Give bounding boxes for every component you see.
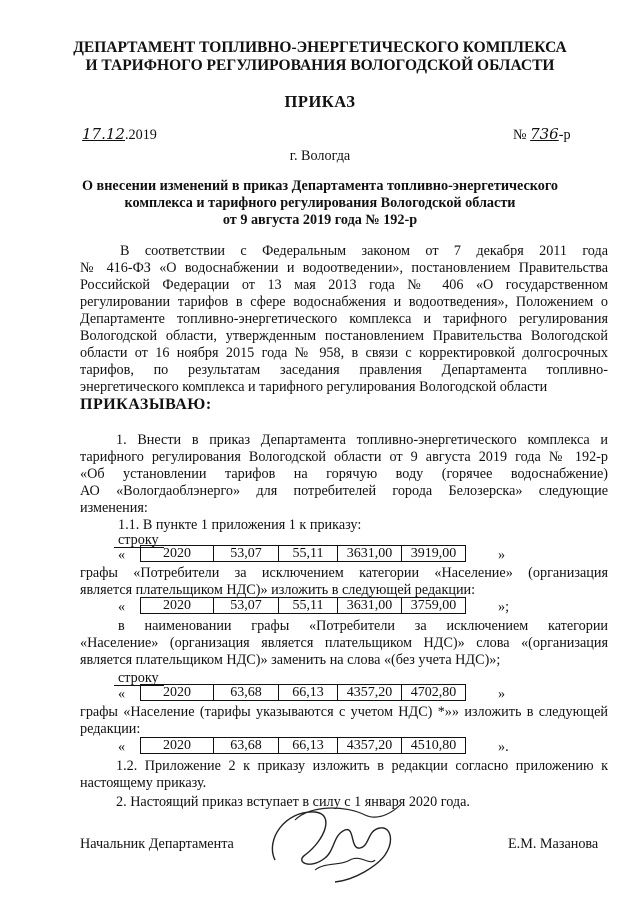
quote-close: » xyxy=(498,547,506,563)
number-suffix: -р xyxy=(558,127,571,143)
cell-value: 63,68 xyxy=(214,738,279,754)
org-name-line2: И ТАРИФНОГО РЕГУЛИРОВАНИЯ ВОЛОГОДСКОЙ ОБЛАСТИ xyxy=(85,57,555,74)
tariff-row-3 xyxy=(140,684,466,701)
cell-value: 4357,20 xyxy=(338,685,402,701)
preamble-line: Департаменте топливно-энергетического комплекса и тарифного регулирования xyxy=(80,311,608,327)
cell-value: 63,68 xyxy=(214,685,279,701)
cell-year: 2020 xyxy=(141,685,214,701)
item1-line: АО «Вологдаоблэнерго» для потребителей города Белозерска» следующие xyxy=(80,483,608,499)
grafy1-line: графы «Потребители за исключением категории «Население» (организация xyxy=(80,565,608,581)
doc-number xyxy=(513,125,571,144)
cell-value: 3759,00 xyxy=(402,598,466,614)
tariff-row-1 xyxy=(140,545,466,562)
quote-open: « xyxy=(118,739,126,755)
quote-open: « xyxy=(118,547,126,563)
preamble-line: энергетического комплекса и тарифного регулирования Вологодской области xyxy=(80,379,548,395)
preamble-line: Вологодской области, утвержденным постановлением Правительства Вологодской xyxy=(80,328,608,344)
signature-position: Начальник Департамента xyxy=(80,836,234,852)
subject-line: комплекса и тарифного регулирования Вологодской области xyxy=(124,195,516,211)
tariff-row-4 xyxy=(140,737,466,754)
item1-1-heading: 1.1. В пункте 1 приложения 1 к приказу: xyxy=(118,517,362,533)
cell-year: 2020 xyxy=(141,738,214,754)
cell-value: 4702,80 xyxy=(402,685,466,701)
cell-value: 4510,80 xyxy=(402,738,466,754)
cell-value: 3631,00 xyxy=(338,546,402,562)
grafy1-line: является плательщиком НДС)» изложить в следующей редакции: xyxy=(80,582,476,598)
quote-close: »; xyxy=(498,599,510,615)
cell-year: 2020 xyxy=(141,598,214,614)
cell-value: 53,07 xyxy=(214,598,279,614)
preamble-line: Российской Федерации от 13 мая 2013 года № 406 «О государственном xyxy=(80,277,608,293)
doc-date xyxy=(82,125,157,144)
signature-image xyxy=(255,800,405,890)
cell-value: 3919,00 xyxy=(402,546,466,562)
number-prefix: № xyxy=(513,127,527,143)
item1-line: 1. Внести в приказ Департамента топливно-энергетического комплекса и xyxy=(116,432,608,448)
item1-line: «Об установлении тарифов на горячую воду (горячее водоснабжение) xyxy=(80,466,608,482)
preamble-line: № 416-ФЗ «О водоснабжении и водоотведении», постановлением Правительства xyxy=(80,260,608,276)
city: г. Вологда xyxy=(289,148,351,164)
item1-2-line: настоящему приказу. xyxy=(80,775,207,791)
grafy2-line: редакции: xyxy=(80,721,141,737)
naimen-line: является плательщиком НДС)» заменить на слова «(без учета НДС)»; xyxy=(80,652,501,668)
quote-close: ». xyxy=(498,739,509,755)
cell-value: 4357,20 xyxy=(338,738,402,754)
row-word: строку xyxy=(118,670,159,686)
cell-value: 55,11 xyxy=(279,598,338,614)
preamble-line: регулировании тарифов в сфере водоснабжения и водоотведения», Положением о xyxy=(80,294,608,310)
item1-line: тарифного регулирования Вологодской области от 9 августа 2019 года № 192-р xyxy=(80,449,608,465)
naimen-line: «Население» (организация является плательщиком НДС)» слова «(организация xyxy=(80,635,608,651)
preamble-line: области от 16 ноября 2015 года № 958, в связи с корректировкой долгосрочных xyxy=(80,345,608,361)
item1-line: изменения: xyxy=(80,500,148,516)
cell-value: 66,13 xyxy=(279,738,338,754)
cell-value: 55,11 xyxy=(279,546,338,562)
cell-year: 2020 xyxy=(141,546,214,562)
signature-name: Е.М. Мазанова xyxy=(508,836,599,852)
number-handwritten: 736 xyxy=(530,125,559,143)
subject-line: от 9 августа 2019 года № 192-р xyxy=(222,212,418,228)
tariff-row-2 xyxy=(140,597,466,614)
cell-value: 3631,00 xyxy=(338,598,402,614)
naimen-line: в наименовании графы «Потребители за исключением категории xyxy=(118,618,608,634)
item1-2-line: 1.2. Приложение 2 к приказу изложить в редакции согласно приложению к xyxy=(116,758,608,774)
quote-open: « xyxy=(118,686,126,702)
quote-close: » xyxy=(498,686,506,702)
cell-value: 66,13 xyxy=(279,685,338,701)
org-name-line1: ДЕПАРТАМЕНТ ТОПЛИВНО-ЭНЕРГЕТИЧЕСКОГО КОМПЛЕКСА xyxy=(73,39,567,56)
preamble-line: тарифов, по результатам заседания правления Департамента топливно- xyxy=(80,362,608,378)
subject-line: О внесении изменений в приказ Департамента топливно-энергетического xyxy=(81,178,559,194)
item2: 2. Настоящий приказ вступает в силу с 1 января 2020 года. xyxy=(116,794,470,810)
grafy2-line: графы «Население (тарифы указываются с учетом НДС) *»» изложить в следующей xyxy=(80,704,608,720)
doc-type-title: ПРИКАЗ xyxy=(284,92,356,111)
quote-open: « xyxy=(118,599,126,615)
preamble-line: В соответствии с Федеральным законом от 7 декабря 2011 года xyxy=(120,243,608,259)
date-year: .2019 xyxy=(124,127,157,143)
row-word: строку xyxy=(118,532,159,548)
date-handwritten: 17.12 xyxy=(82,125,125,143)
cell-value: 53,07 xyxy=(214,546,279,562)
order-word: ПРИКАЗЫВАЮ: xyxy=(80,396,212,413)
